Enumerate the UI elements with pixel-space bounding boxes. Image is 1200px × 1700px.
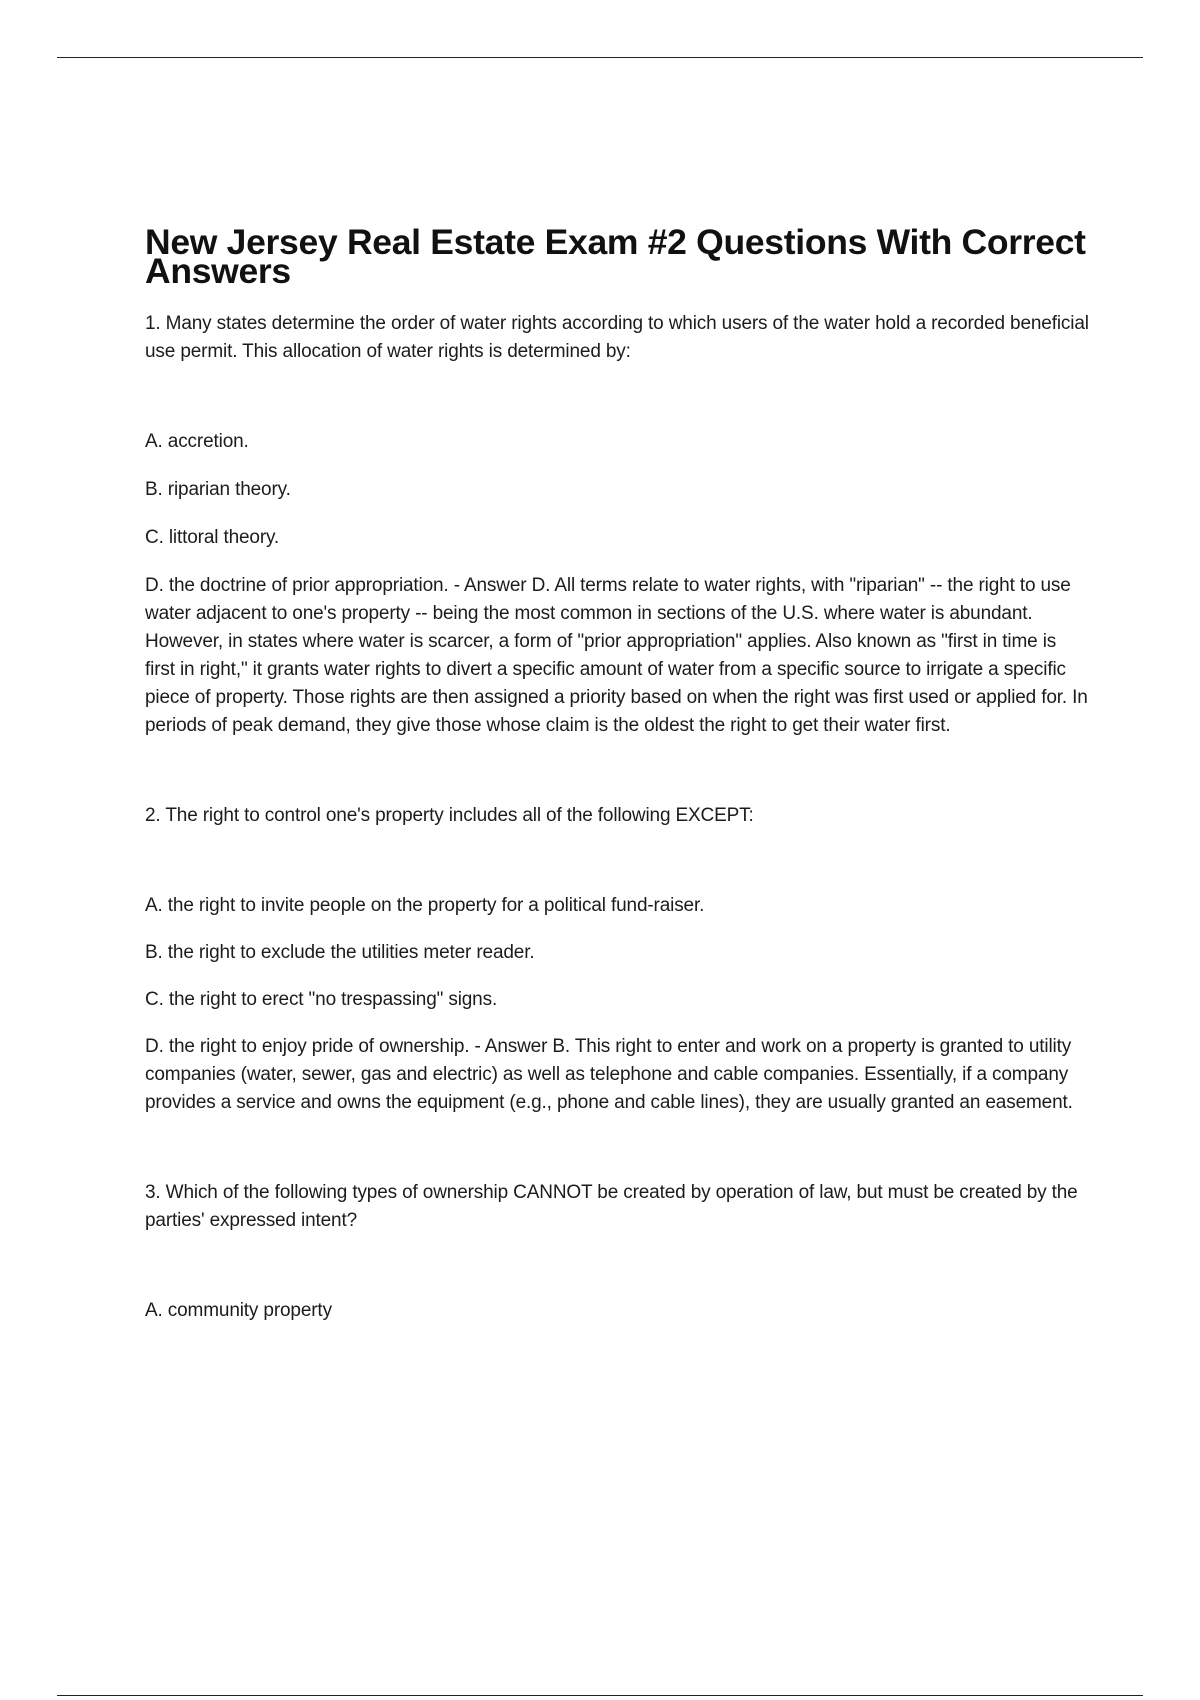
question-3-stem: 3. Which of the following types of ownership CANNOT be created by operation of law, but must be created by the parties' expressed intent? (145, 1182, 1078, 1231)
footer-rule (57, 1695, 1143, 1696)
question-3-option-a: A. community property (145, 1300, 332, 1321)
question-1-option-b: B. riparian theory. (145, 479, 291, 500)
document-title: New Jersey Real Estate Exam #2 Questions With Correct Answers (145, 222, 1086, 291)
question-2-option-c: C. the right to erect "no trespassing" signs. (145, 989, 498, 1010)
question-1-option-a: A. accretion. (145, 431, 249, 452)
document-body (145, 222, 1090, 1325)
header-rule (57, 57, 1143, 58)
question-1-option-c: C. littoral theory. (145, 527, 280, 548)
question-2-option-a: A. the right to invite people on the property for a political fund-raiser. (145, 895, 705, 916)
question-2-option-b: B. the right to exclude the utilities meter reader. (145, 942, 535, 963)
question-2-stem: 2. The right to control one's property includes all of the following EXCEPT: (145, 805, 754, 826)
question-1-stem: 1. Many states determine the order of water rights according to which users of the water hold a recorded beneficial use permit. This allocation of water rights is determined by: (145, 313, 1089, 362)
question-2-option-d-answer: D. the right to enjoy pride of ownership. - Answer B. This right to enter and work on a property is granted to utility companies (water, sewer, gas and electric) as well as telephone and cable companies. Essentially, if a company provides a service and owns the equipment (e.g., phone and cable lines), they are usually granted an easement. (145, 1036, 1073, 1113)
question-1-option-d-answer: D. the doctrine of prior appropriation. - Answer D. All terms relate to water rights, with "riparian" -- the right to use water adjacent to one's property -- being the most common in sections of the U.S. where water is abundant. However, in states where water is scarcer, a form of "prior appropriation" applies. Also known as "first in time is first in right," it grants water rights to divert a specific amount of water from a specific source to irrigate a specific piece of property. Those rights are then assigned a priority based on when the right was first used or applied for. In periods of peak demand, they give those whose claim is the oldest the right to get their water first. (145, 575, 1088, 736)
